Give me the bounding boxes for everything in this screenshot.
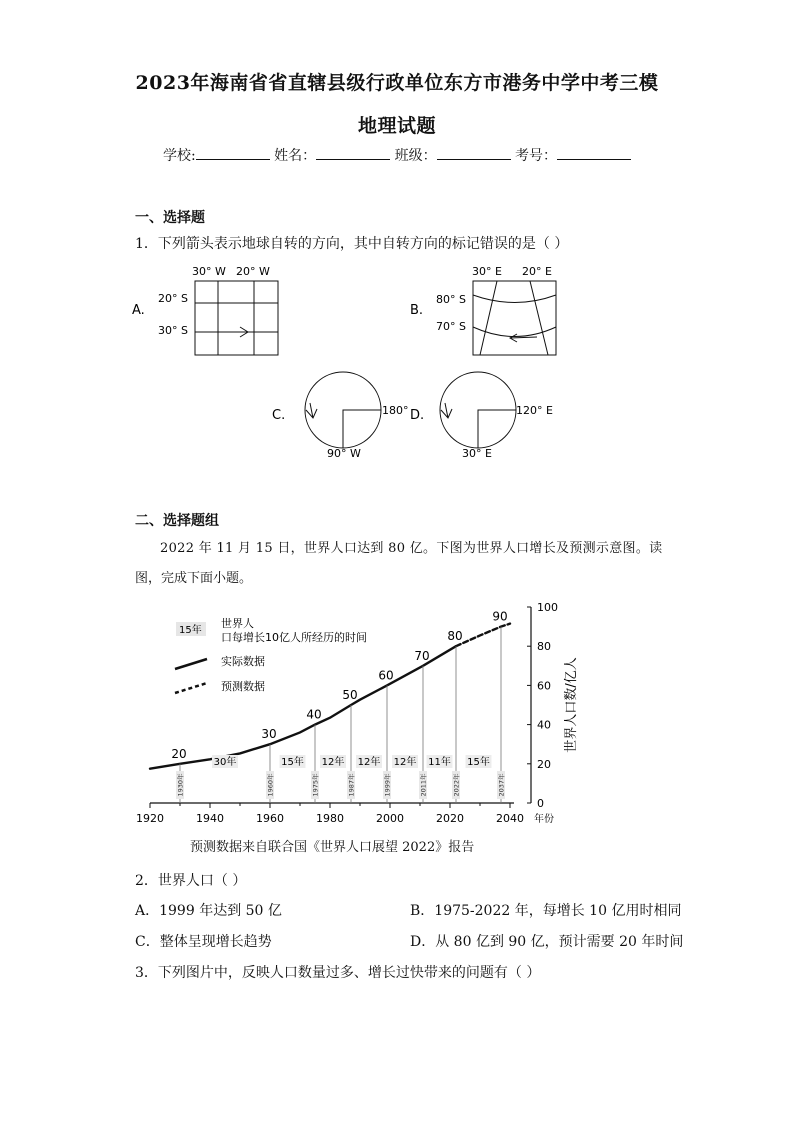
q1-option-b-figure	[410, 265, 556, 355]
section1-heading: 一、选择题	[135, 210, 205, 226]
c-right-label: 180°	[382, 404, 409, 417]
q2-option-d[interactable]: D．从 80 亿到 90 亿，预计需要 20 年时间	[410, 934, 684, 950]
interval-label: 12年	[393, 757, 417, 768]
milestone-value-label: 40	[306, 707, 322, 722]
x-tick-label: 1980	[316, 812, 344, 825]
option-b-label: B.	[410, 303, 424, 318]
c-meridian-lines	[343, 410, 381, 448]
q1-stem: 1．下列箭头表示地球自转的方向，其中自转方向的标记错误的是（ ）	[135, 236, 569, 252]
legend-forecast-label: 预测数据	[221, 680, 265, 693]
milestone-year-label: 2022年	[452, 773, 461, 797]
milestone-value-label: 30	[261, 727, 277, 742]
student-info	[0, 145, 794, 165]
milestone-value-label: 20	[171, 746, 187, 761]
q1-option-d-figure	[410, 372, 553, 460]
y-tick-label: 0	[537, 797, 544, 810]
interval-label: 12年	[321, 757, 345, 768]
series-forecast-line	[456, 624, 510, 647]
x-tick-label: 2020	[436, 812, 464, 825]
milestone-value-label: 70	[414, 648, 430, 663]
b-meridian-2	[530, 281, 548, 355]
c-rotation-arrow	[306, 403, 317, 418]
d-meridian-lines	[478, 410, 516, 448]
q1-option-a-figure	[132, 265, 278, 355]
milestone-year-label: 1930年	[176, 773, 185, 797]
x-axis-title: 年份	[534, 814, 554, 825]
a-lon2: 20° W	[236, 265, 270, 278]
q2-option-c[interactable]: C．整体呈现增长趋势	[135, 934, 272, 950]
a-lat1: 20° S	[158, 292, 188, 305]
legend-interval-label-2: 口每增长10亿人所经历的时间	[221, 631, 367, 644]
interval-label: 15年	[467, 757, 490, 768]
x-tick-label: 1960	[256, 812, 284, 825]
b-lat1: 80° S	[436, 293, 466, 306]
b-rotation-arrow	[510, 334, 537, 342]
y-tick-label: 100	[537, 601, 558, 614]
legend-actual-swatch	[175, 659, 207, 669]
passage-line1: 2022 年 11 月 15 日，世界人口达到 80 亿。下图为世界人口增长及预测示意图。读	[160, 541, 663, 556]
interval-label: 15年	[281, 757, 304, 768]
number-label: 考号：	[515, 148, 558, 164]
b-grid-frame	[473, 281, 556, 355]
interval-label: 11年	[428, 757, 451, 768]
q2-stem: 2．世界人口（ ）	[135, 873, 247, 889]
b-lon1: 30° E	[472, 265, 502, 278]
section2-heading: 二、选择题组	[135, 513, 219, 529]
option-c-label: C.	[272, 408, 286, 423]
b-lon2: 20° E	[522, 265, 552, 278]
milestone-year-label: 2011年	[419, 773, 428, 797]
doc-title-line1: 2023年海南省省直辖县级行政单位东方市港务中学中考三模	[135, 72, 659, 94]
a-lat2: 30° S	[158, 324, 188, 337]
school-label: 学校:	[162, 148, 196, 164]
d-right-label: 120° E	[516, 404, 553, 417]
milestone-value-label: 60	[378, 668, 394, 683]
school-blank[interactable]	[196, 147, 270, 160]
milestone-year-label: 1999年	[383, 773, 392, 797]
x-tick-label: 2000	[376, 812, 404, 825]
option-a-label: A.	[132, 303, 145, 318]
milestone-year-label: 1987年	[347, 773, 356, 797]
y-axis-title: 世界人口数/亿人	[564, 657, 579, 753]
y-tick-label: 60	[537, 679, 551, 693]
a-grid-frame	[195, 281, 278, 355]
b-lat2: 70° S	[436, 320, 466, 333]
interval-label: 30年	[213, 757, 237, 768]
number-blank[interactable]	[557, 147, 631, 160]
name-label: 姓名：	[274, 148, 317, 164]
legend-forecast-swatch	[175, 683, 207, 693]
q3-stem: 3．下列图片中，反映人口数量过多、增长过快带来的问题有（ ）	[135, 965, 541, 981]
y-tick-label: 40	[537, 718, 551, 732]
x-tick-label: 1940	[196, 812, 224, 825]
b-parallel-1	[473, 295, 556, 303]
x-tick-label: 2040	[496, 812, 524, 825]
series-actual-line	[150, 646, 456, 769]
chart-legend	[175, 616, 367, 693]
population-chart	[125, 596, 605, 828]
passage-line2: 图，完成下面小题。	[135, 571, 253, 586]
milestone-value-label: 90	[492, 609, 508, 624]
b-meridian-1	[480, 281, 497, 355]
q2-option-b[interactable]: B．1975-2022 年，每增长 10 亿用时相同	[410, 903, 682, 919]
class-label: 班级：	[394, 148, 437, 164]
milestone-year-label: 1975年	[311, 773, 320, 797]
a-rotation-arrow	[220, 327, 248, 337]
legend-interval-label-1: 世界人	[221, 617, 254, 630]
x-tick-label: 1920	[136, 812, 164, 825]
a-lon1: 30° W	[192, 265, 226, 278]
class-blank[interactable]	[437, 147, 511, 160]
interval-label: 12年	[357, 757, 381, 768]
y-tick-label: 20	[537, 757, 551, 771]
milestone-year-label: 1960年	[266, 773, 275, 797]
name-blank[interactable]	[316, 147, 390, 160]
q1-figures	[120, 258, 600, 468]
c-bottom-label: 90° W	[327, 447, 361, 460]
doc-title-line2: 地理试题	[357, 115, 436, 137]
milestone-value-label: 50	[342, 688, 358, 702]
chart-caption: 预测数据来自联合国《世界人口展望 2022》报告	[190, 840, 475, 855]
legend-actual-label: 实际数据	[221, 655, 265, 668]
option-d-label: D.	[410, 408, 425, 423]
q1-option-c-figure	[272, 372, 409, 460]
legend-interval-sample: 15年	[179, 625, 202, 636]
q2-option-a[interactable]: A．1999 年达到 50 亿	[135, 903, 282, 919]
d-rotation-arrow	[441, 403, 452, 418]
y-tick-label: 80	[537, 640, 551, 654]
milestone-value-label: 80	[447, 629, 463, 644]
d-bottom-label: 30° E	[462, 447, 492, 460]
milestone-year-label: 2037年	[497, 773, 506, 797]
